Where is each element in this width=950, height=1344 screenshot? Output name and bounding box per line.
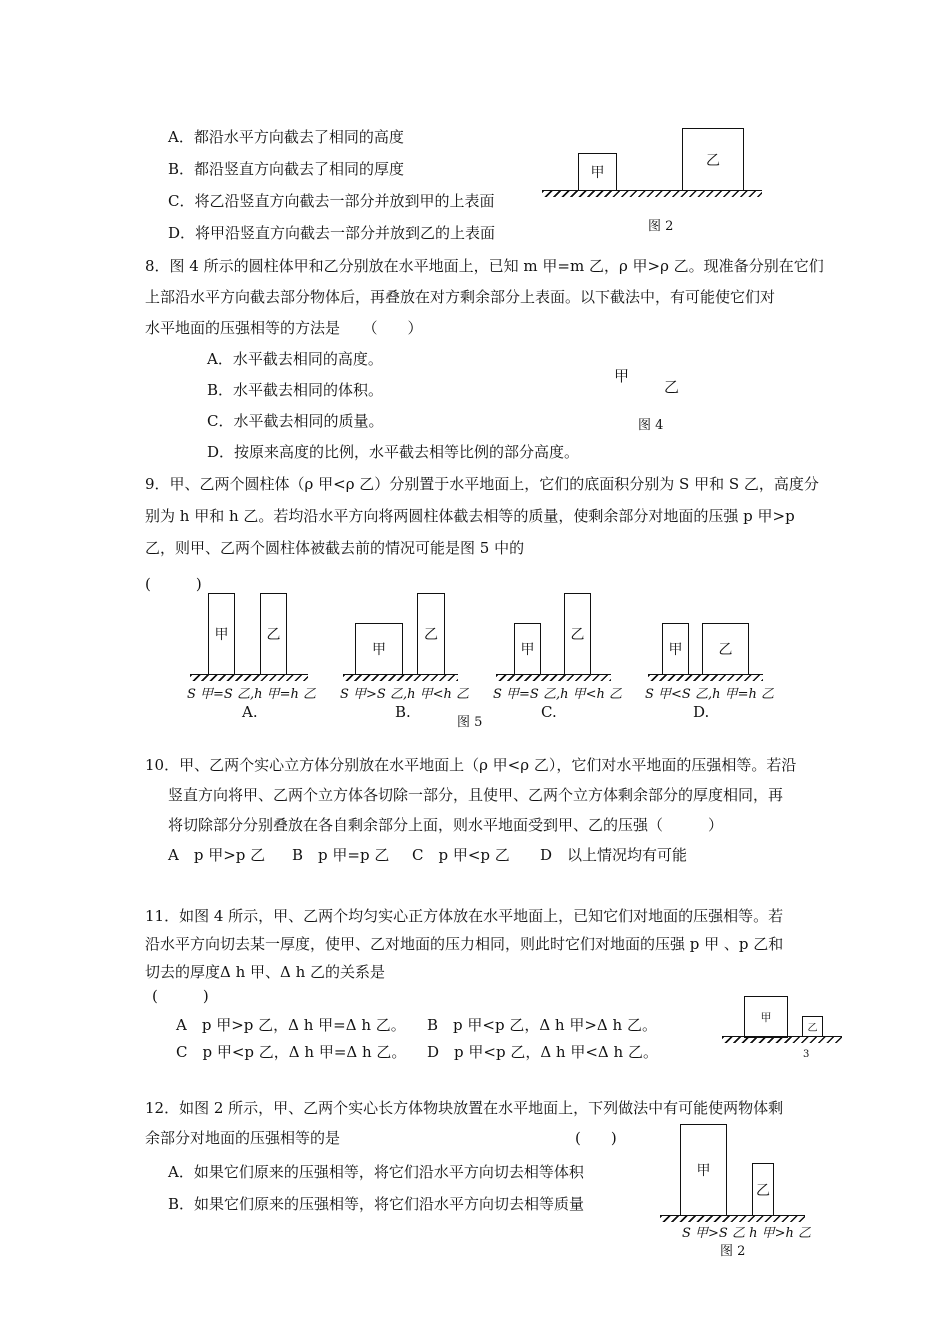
block-yi: 乙 [752, 1163, 774, 1216]
q12-line2: 余部分对地面的压强相等的是 [145, 1129, 341, 1147]
q8-option-b: B．水平截去相同的体积。 [207, 381, 384, 399]
q12-line1: 12．如图 2 所示，甲、乙两个实心长方体物块放置在水平地面上，下列做法中有可能使两物体剩 [145, 1099, 784, 1117]
cube-yi: 乙 [802, 1016, 823, 1037]
q9-line1: 9．甲、乙两个圆柱体（ρ 甲<ρ 乙）分别置于水平地面上，它们的底面积分别为 S 甲和 S 乙，高度分 [145, 475, 819, 493]
q7-option-b: B．都沿竖直方向截去了相同的厚度 [168, 160, 405, 178]
q8-figure [610, 360, 700, 435]
q10-line1: 10．甲、乙两个实心立方体分别放在水平地面上（ρ 甲<ρ 乙），它们对水平地面的压强相等。若沿 [145, 756, 797, 774]
ground-hatch [648, 674, 763, 681]
q12-option-b: B．如果它们原来的压强相等，将它们沿水平方向切去相等质量 [168, 1195, 585, 1213]
q10-line2: 竖直方向将甲、乙两个立方体各切除一部分，且使甲、乙两个立方体剩余部分的厚度相同，再 [168, 786, 784, 804]
q9-line4: ( ) [145, 575, 202, 593]
q7-option-c: C．将乙沿竖直方向截去一部分并放到甲的上表面 [168, 192, 495, 210]
figure-caption: 图 4 [638, 418, 664, 433]
cylinder-yi: 乙 [564, 593, 591, 675]
q11-line3: 切去的厚度Δ h 甲、Δ h 乙的关系是 [145, 963, 386, 981]
q10-option-b: B p 甲=p 乙 [292, 846, 390, 864]
q7-option-a: A．都沿水平方向截去了相同的高度 [168, 128, 404, 146]
q10-line3: 将切除部分分别叠放在各自剩余部分上面，则水平地面受到甲、乙的压强（ ） [168, 816, 724, 834]
q8-line1: 8．图 4 所示的圆柱体甲和乙分别放在水平地面上，已知 m 甲=m 乙，ρ 甲>ρ 乙。现准备分别在它们 [145, 257, 824, 275]
figure-caption: 图 2 [648, 219, 674, 234]
q8-option-d: D．按原来高度的比例，水平截去相等比例的部分高度。 [207, 443, 580, 461]
q11-line1: 11．如图 4 所示，甲、乙两个均匀实心正方体放在水平地面上，已知它们对地面的压强相等。若 [145, 907, 784, 925]
q8-option-a: A．水平截去相同的高度。 [207, 350, 383, 368]
q7-figure [540, 125, 765, 235]
q12-option-a: A．如果它们原来的压强相等，将它们沿水平方向切去相等体积 [168, 1163, 584, 1181]
panel-letter: C. [541, 703, 557, 721]
ground-hatch [542, 190, 762, 197]
q9-panel-a [187, 590, 317, 725]
q8-line2: 上部沿水平方向截去部分物体后，再叠放在对方剩余部分上表面。以下截法中，有可能使它们对 [145, 288, 776, 306]
q10-option-c: C p 甲<p 乙 [412, 846, 510, 864]
q11-line4: ( ) [152, 987, 209, 1005]
cylinder-yi: 乙 [417, 593, 445, 675]
q9-panel-c [493, 590, 623, 725]
figure-caption: 图 2 [720, 1244, 746, 1259]
q11-option-d: D p 甲<p 乙，Δ h 甲<Δ h 乙。 [427, 1043, 658, 1061]
cylinder-jia: 甲 [514, 623, 541, 675]
q7-option-d: D．将甲沿竖直方向截去一部分并放到乙的上表面 [168, 224, 496, 242]
figure-caption: 3 [803, 1049, 810, 1060]
condition-label: S 甲=S 乙,h 甲<h 乙 [493, 687, 623, 702]
q8-option-c: C．水平截去相同的质量。 [207, 412, 384, 430]
q10-option-d: D 以上情况均有可能 [540, 846, 688, 864]
condition-label: S 甲>S 乙,h 甲<h 乙 [340, 687, 470, 702]
panel-letter: D. [693, 703, 710, 721]
q11-option-a: A p 甲>p 乙，Δ h 甲=Δ h 乙。 [176, 1016, 406, 1034]
ground-hatch [496, 674, 611, 681]
block-yi: 乙 [682, 128, 744, 191]
q11-figure [722, 990, 852, 1065]
condition-label: S 甲>S 乙 h 甲>h 乙 [682, 1226, 812, 1241]
cylinder-jia: 甲 [208, 593, 235, 675]
block-jia: 甲 [578, 153, 617, 191]
ground-hatch [660, 1215, 805, 1222]
q9-panel-d [645, 590, 775, 725]
figure-label-jia: 甲 [614, 367, 630, 385]
panel-letter: B. [395, 703, 411, 721]
cylinder-yi: 乙 [260, 593, 287, 675]
cylinder-yi: 乙 [702, 623, 749, 675]
cube-jia: 甲 [744, 996, 788, 1038]
q10-option-a: A p 甲>p 乙 [168, 846, 266, 864]
ground-hatch [190, 674, 308, 681]
figure-5-caption: 图 5 [457, 715, 483, 730]
q9-panel-b [340, 590, 470, 725]
q12-answer-paren: ( ) [575, 1129, 617, 1147]
q9-line3: 乙，则甲、乙两个圆柱体被截去前的情况可能是图 5 中的 [145, 539, 525, 557]
cylinder-jia: 甲 [355, 623, 403, 675]
condition-label: S 甲<S 乙,h 甲=h 乙 [645, 687, 775, 702]
block-jia: 甲 [680, 1124, 727, 1216]
q9-line2: 别为 h 甲和 h 乙。若均沿水平方向将两圆柱体截去相等的质量，使剩余部分对地面的压强 p 甲>p [145, 507, 795, 525]
q11-option-c: C p 甲<p 乙，Δ h 甲=Δ h 乙。 [176, 1043, 407, 1061]
q11-option-b: B p 甲<p 乙，Δ h 甲>Δ h 乙。 [427, 1016, 657, 1034]
cylinder-jia: 甲 [662, 623, 689, 675]
q12-figure [660, 1120, 810, 1260]
condition-label: S 甲=S 乙,h 甲=h 乙 [187, 687, 317, 702]
ground-hatch [343, 674, 458, 681]
q8-line3: 水平地面的压强相等的方法是 （ ） [145, 319, 423, 337]
q11-line2: 沿水平方向切去某一厚度，使甲、乙对地面的压力相同，则此时它们对地面的压强 p 甲 、p 乙和 [145, 935, 784, 953]
ground-hatch [722, 1036, 842, 1043]
panel-letter: A. [242, 703, 258, 721]
figure-label-yi: 乙 [664, 378, 680, 396]
